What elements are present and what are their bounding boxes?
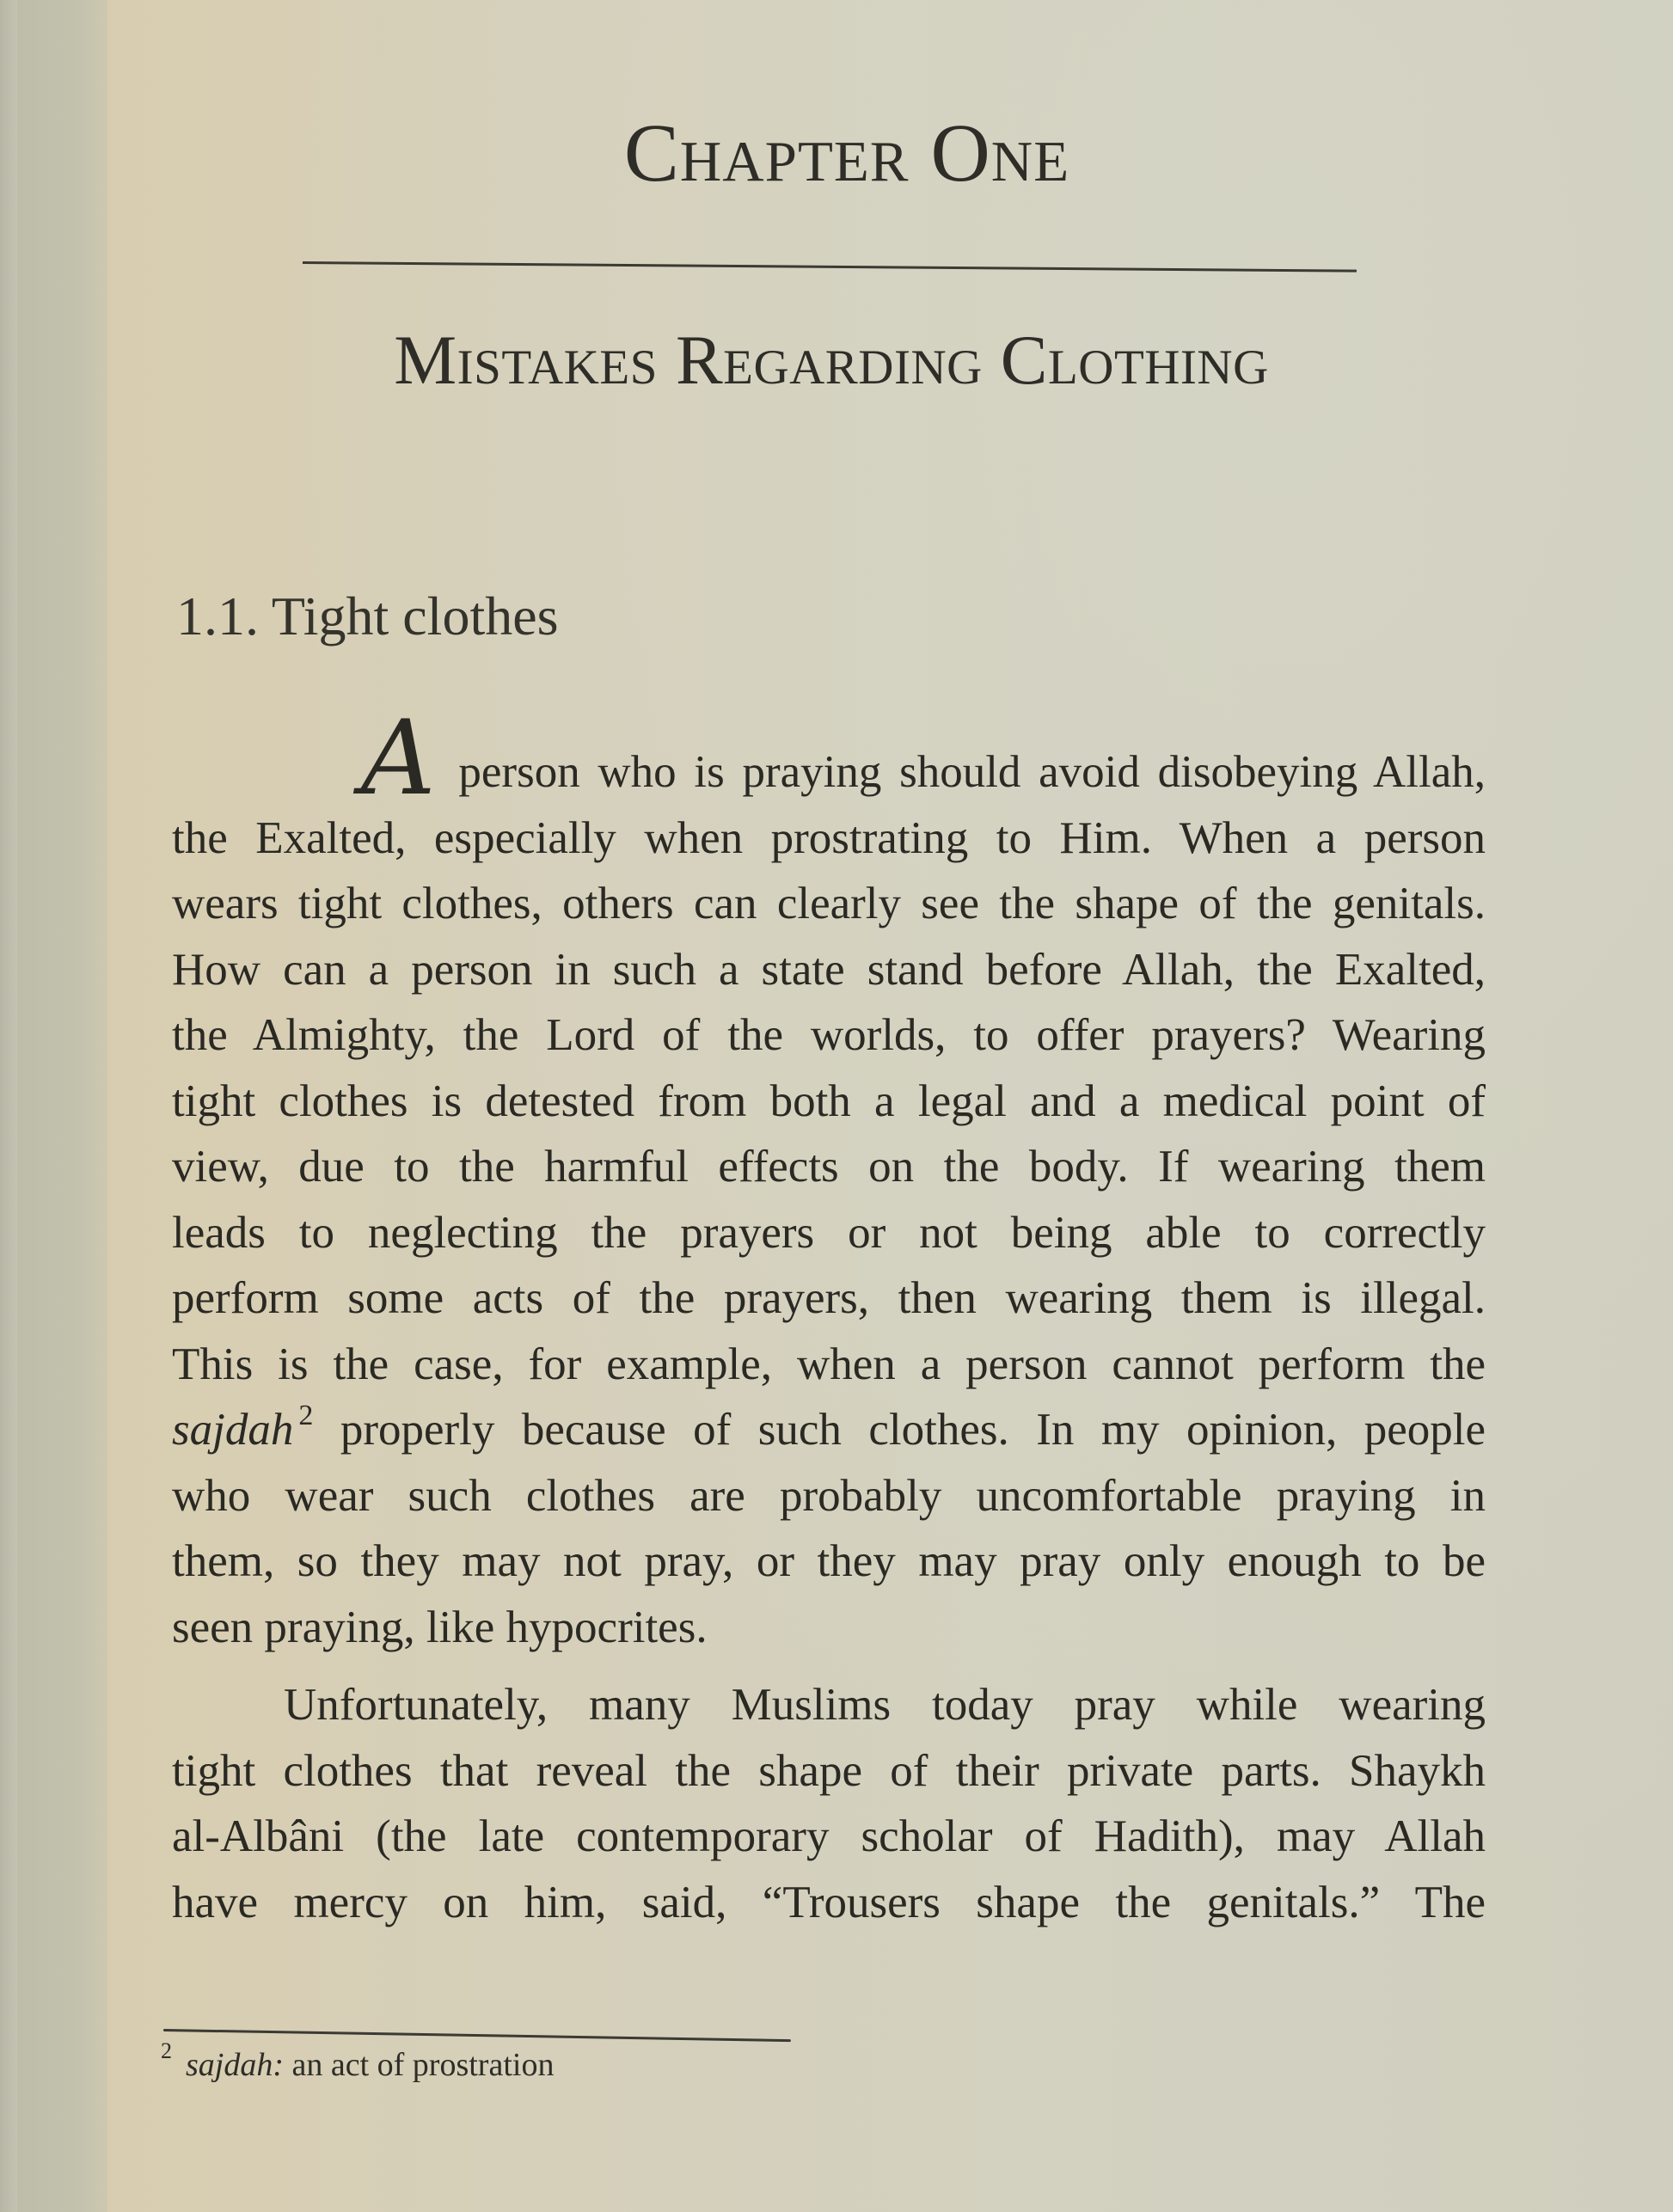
text-line: have mercy on him, said, “Trousers shape the genitals.” The — [172, 1877, 1486, 1927]
text-line: How can a person in such a state stand before Allah, the Exalted, — [172, 944, 1486, 995]
paragraph-1 — [172, 699, 1486, 1660]
text-line: wears tight clothes, others can clearly see the shape of the genitals. — [172, 879, 1486, 928]
footnote-divider — [163, 2029, 791, 2042]
paragraph-2 — [172, 1672, 1486, 1935]
text-line: al-Albâni (the late contemporary scholar of Hadith), may Allah — [172, 1811, 1486, 1861]
text-line: them, so they may not pray, or they may pray only enough to be — [172, 1536, 1486, 1586]
title-divider — [303, 261, 1357, 273]
section-number: 1.1. — [176, 585, 259, 646]
text-line: tight clothes that reveal the shape of their private parts. Shaykh — [172, 1745, 1486, 1796]
text-line: the Exalted, especially when prostrating to Him. When a person — [172, 812, 1486, 863]
book-page — [107, 0, 1673, 2212]
body-text — [172, 699, 1486, 1935]
footnote-reference[interactable]: 2 — [298, 1400, 314, 1432]
binding-shadow — [17, 0, 107, 2212]
chapter-label: Chapter One — [623, 107, 1070, 199]
chapter-title: Mistakes Regarding Clothing — [394, 321, 1269, 399]
section-title: Tight clothes — [271, 585, 559, 646]
footnote-term: sajdah: — [186, 2047, 284, 2083]
text-line: perform some acts of the prayers, then wearing them is illegal. — [172, 1273, 1486, 1323]
footnote — [161, 2038, 555, 2084]
section-heading — [176, 585, 559, 646]
italic-term: sajdah — [172, 1405, 294, 1455]
text-line: A person who is praying should avoid disobeying Allah, — [361, 699, 1486, 818]
drop-cap: A — [361, 699, 436, 818]
adjacent-page-edge — [0, 0, 17, 2212]
text-line: who wear such clothes are probably uncomfortable praying in — [172, 1470, 1486, 1521]
text-line: Unfortunately, many Muslims today pray while wearing — [284, 1680, 1486, 1730]
text-line: tight clothes is detested from both a legal and a medical point of — [172, 1075, 1486, 1126]
text-line: the Almighty, the Lord of the worlds, to offer prayers? Wearing — [172, 1010, 1486, 1060]
footnote-number: 2 — [161, 2038, 172, 2063]
text-line: sajdah $^2$ properly because of such clothes. In my opinion, people — [172, 1400, 1486, 1455]
footnote-text: an act of prostration — [291, 2047, 555, 2083]
text-line: This is the case, for example, when a person cannot perform the — [172, 1339, 1486, 1389]
text-line: seen praying, like hypocrites. — [172, 1602, 708, 1652]
text-line: view, due to the harmful effects on the body. If wearing them — [172, 1142, 1486, 1192]
text-line: leads to neglecting the prayers or not being able to correctly — [172, 1207, 1486, 1258]
